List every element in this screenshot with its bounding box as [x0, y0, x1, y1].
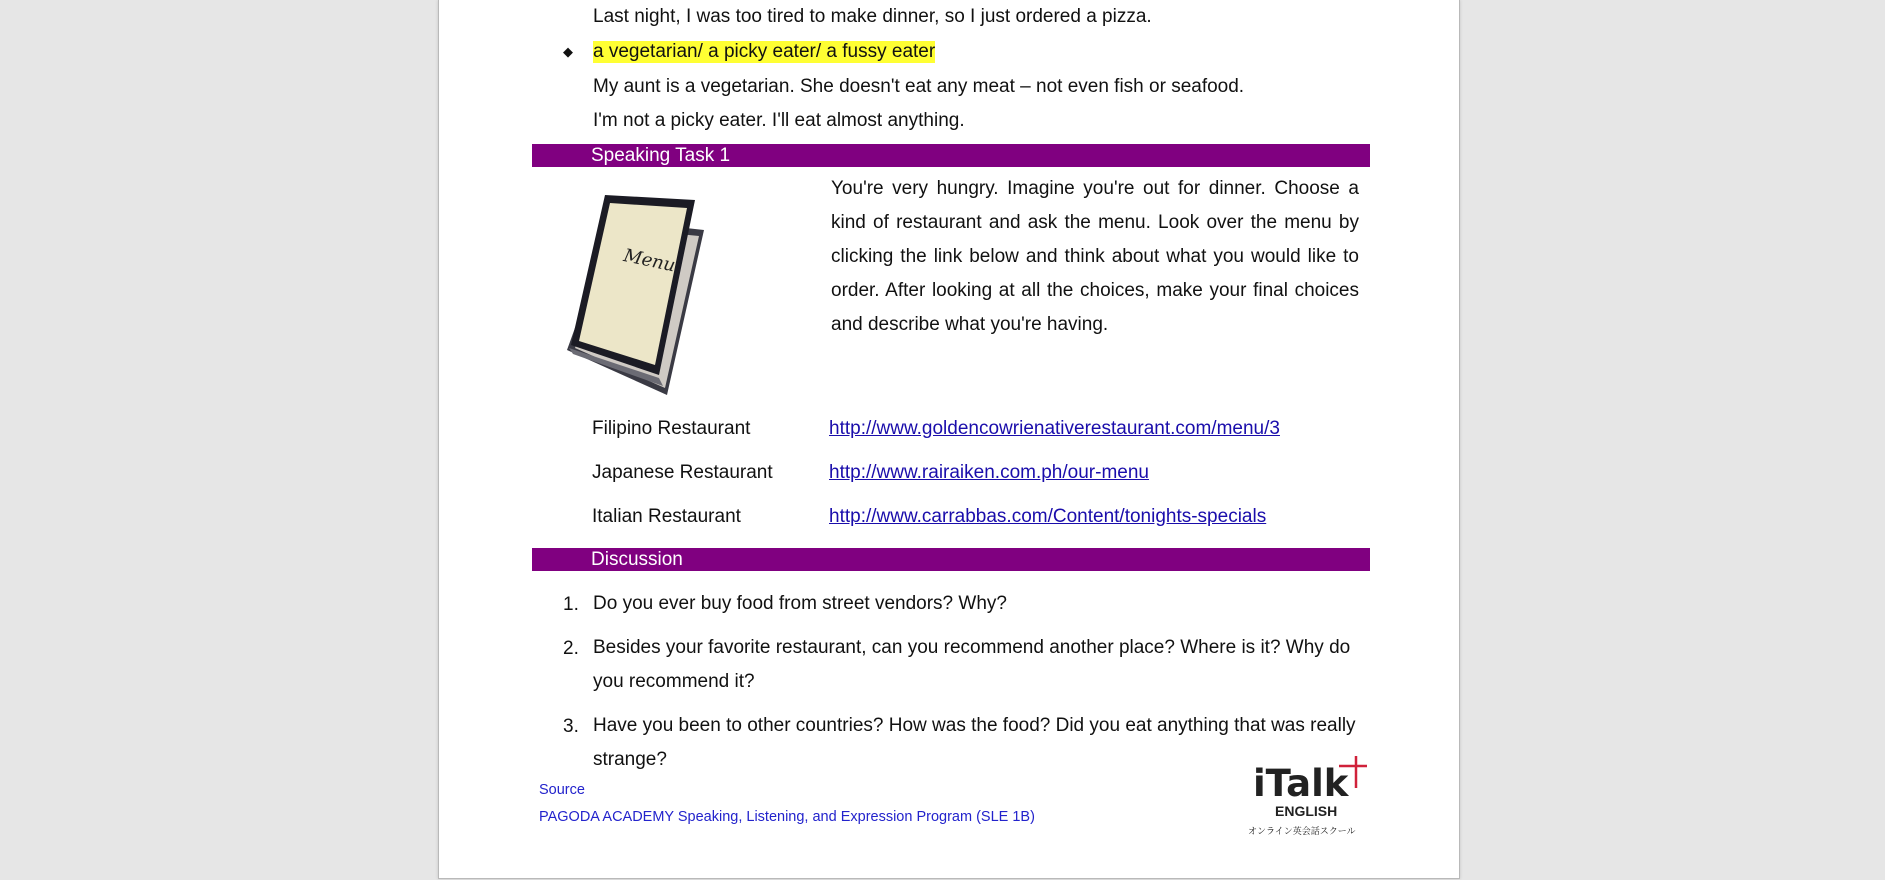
- speaking-task-header-bar: [532, 144, 1370, 167]
- vocab-term-highlighted: a vegetarian/ a picky eater/ a fussy eater: [593, 41, 936, 62]
- restaurant-name-japanese: Japanese Restaurant: [592, 462, 773, 483]
- svg-text:Menu: Menu: [621, 245, 678, 277]
- discussion-header-bar: [532, 548, 1370, 571]
- discussion-question: Have you been to other countries? How was the food? Did you eat anything that was really strange?: [593, 715, 1356, 770]
- source-label: Source: [539, 782, 585, 798]
- question-number: 1.: [563, 594, 579, 615]
- link-italian-menu[interactable]: http://www.carrabbas.com/Content/tonights-specials: [829, 506, 1267, 527]
- source-citation: PAGODA ACADEMY Speaking, Listening, and Expression Program (SLE 1B): [539, 809, 1035, 825]
- restaurant-name-italian: Italian Restaurant: [592, 506, 741, 527]
- restaurant-name-filipino: Filipino Restaurant: [592, 418, 751, 439]
- menu-book-icon: [559, 190, 709, 400]
- example-sentence-pizza: Last night, I was too tired to make dinner, so I just ordered a pizza.: [593, 6, 1152, 27]
- discussion-title: Discussion: [591, 549, 683, 570]
- svg-text:オンライン英会話スクール: オンライン英会話スクール: [1248, 827, 1356, 837]
- document-page: [438, 0, 1460, 879]
- link-japanese-menu[interactable]: http://www.rairaiken.com.ph/our-menu: [829, 462, 1149, 483]
- italk-logo: [1247, 752, 1367, 840]
- discussion-question: Do you ever buy food from street vendors? Why?: [593, 593, 1007, 614]
- diamond-bullet-icon: ◆: [563, 44, 573, 59]
- question-number: 3.: [563, 716, 579, 737]
- speaking-task-title: Speaking Task 1: [591, 145, 731, 166]
- example-sentence-vegetarian: My aunt is a vegetarian. She doesn't eat any meat – not even fish or seafood.: [593, 76, 1245, 97]
- italk-logo-icon: [1247, 752, 1367, 840]
- svg-text:ENGLISH: ENGLISH: [1275, 803, 1338, 819]
- svg-text:iTalk: iTalk: [1253, 762, 1349, 805]
- link-filipino-menu[interactable]: http://www.goldencowrienativerestaurant.com/menu/3: [829, 418, 1280, 439]
- speaking-task-instructions: You're very hungry. Imagine you're out for dinner. Choose a kind of restaurant and ask the menu. Look over the menu by clicking the link below and think about what you would like to order. After looking at all the choices, make your final choices and describe what you're having.: [831, 178, 1359, 335]
- example-sentence-picky: I'm not a picky eater. I'll eat almost anything.: [593, 110, 965, 131]
- discussion-question: Besides your favorite restaurant, can you recommend another place? Where is it? Why do you recommend it?: [593, 637, 1351, 692]
- question-number: 2.: [563, 638, 579, 659]
- menu-image: [559, 190, 709, 400]
